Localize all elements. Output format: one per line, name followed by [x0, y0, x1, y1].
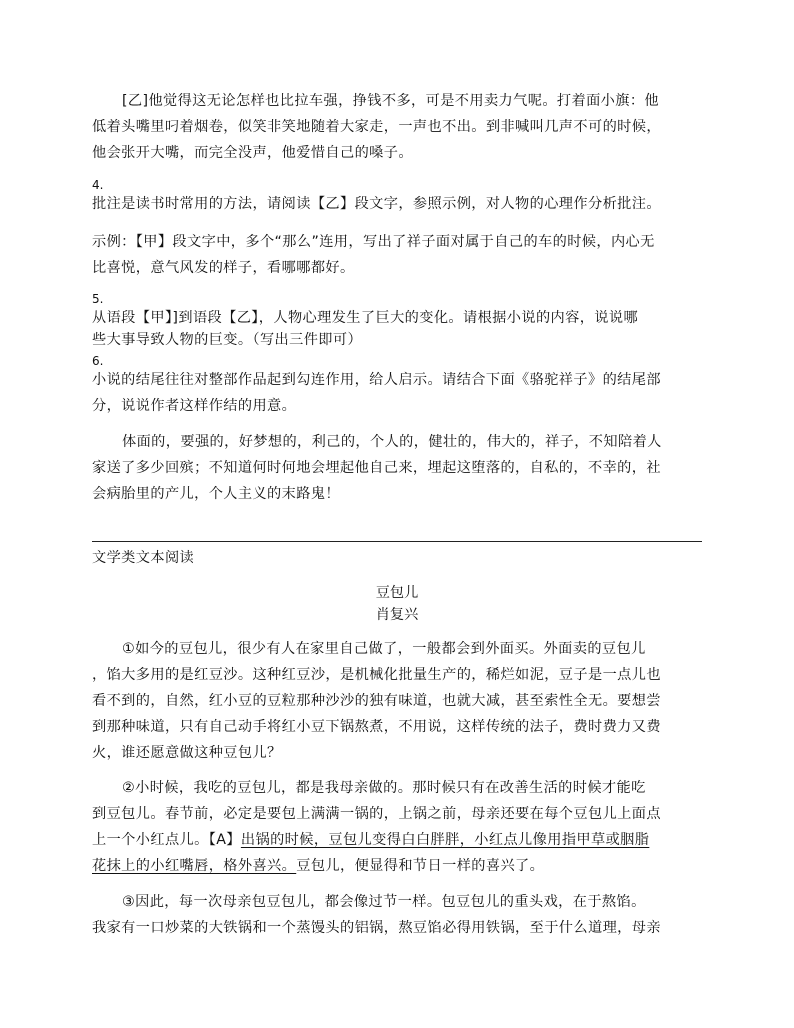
section-heading-text: 文学类文本阅读: [92, 550, 195, 566]
example-line: 比喜悦，意气风发的样子，看哪哪都好。: [92, 260, 355, 276]
article-author: 肖复兴: [375, 607, 419, 623]
paragraph-line: [92, 827, 702, 853]
quote-line: 体面的，要强的，好梦想的，利己的，个人的，健壮的，伟大的，祥子，不知陪着人: [122, 434, 662, 450]
paragraph-text: 豆包儿，便显得和节日一样的喜兴了。: [296, 858, 545, 874]
paragraph-line: 火，谁还愿意做这种豆包儿？: [92, 745, 282, 761]
paragraph-line: 到豆包儿。春节前，必定是要包上满满一锅的，上锅之前，母亲还要在每个豆包儿上面点: [92, 806, 661, 822]
example-line: 示例：【甲】段文字中，多个“那么”连用，写出了祥子面对属于自己的车的时候，内心无: [92, 234, 655, 250]
question-6-line: 小说的结尾往往对整部作品起到勾连作用，给人启示。请结合下面《骆驼祥子》的结尾部: [92, 372, 661, 388]
question-6-number: 6.: [92, 354, 104, 368]
paragraph-text: 上一个小红点儿。【A】: [92, 832, 241, 848]
paragraph-line: ③因此，每一次母亲包豆包儿，都会像过节一样。包豆包儿的重头戏，在于熬馅。: [122, 894, 646, 910]
question-5-text: [92, 305, 702, 353]
paragraph-line: 看不到的，自然，红小豆的豆粒那种沙沙的独有味道，也就大减，甚至索性全无。要想尝: [92, 693, 661, 709]
passage-yi: [92, 88, 702, 166]
section-heading: [92, 545, 702, 571]
question-4-prompt: [92, 191, 702, 217]
quote-line: 家送了多少回殡；不知道何时何地会埋起他自己来，埋起这堕落的，自私的，不幸的，社: [92, 460, 661, 476]
question-5-number: 5.: [92, 292, 104, 306]
paragraph-line: 到那种味道，只有自己动手将红小豆下锅熬煮，不用说，这样传统的法子，费时费力又费: [92, 719, 661, 735]
quote-line: 会病胎里的产儿，个人主义的末路鬼！: [92, 486, 340, 502]
paragraph-line: [92, 853, 702, 879]
paragraph-line: 我家有一口炒菜的大铁锅和一个蒸馒头的铝锅，熬豆馅必得用铁锅，至于什么道理，母亲: [92, 920, 661, 936]
paragraph-2: [92, 775, 702, 879]
question-5-line: 从语段【甲】]到语段【乙】，人物心理发生了巨大的变化。请根据小说的内容，说说哪: [92, 310, 639, 326]
novel-ending-quote: [92, 429, 702, 507]
underlined-sentence-a: 出锅的时候，豆包儿变得白白胖胖，小红点儿像用指甲草或胭脂: [240, 832, 650, 848]
question-4-example: [92, 229, 702, 281]
passage-yi-line: 低着头嘴里叼着烟卷，似笑非笑地随着大家走，一声也不出。到非喊叫几声不可的时候，: [92, 119, 661, 135]
question-6-text: [92, 367, 702, 419]
paragraph-1: [92, 636, 702, 766]
question-5-line: 些大事导致人物的巨变。（写出三件即可）: [92, 332, 363, 348]
paragraph-line: ①如今的豆包儿，很少有人在家里自己做了，一般都会到外面买。外面卖的豆包儿: [122, 641, 646, 657]
question-4-text: 批注是读书时常用的方法，请阅读【乙】段文字，参照示例，对人物的心理作分析批注。: [92, 196, 661, 212]
question-4-number: 4.: [92, 178, 104, 192]
underlined-sentence-a: 花抹上的小红嘴唇，格外喜兴。: [92, 858, 297, 874]
question-6-line: 分，说说作者这样作结的用意。: [92, 398, 297, 414]
section-divider: [92, 541, 702, 542]
paragraph-3: [92, 889, 702, 941]
article-title: 豆包儿: [375, 585, 419, 601]
paragraph-line: ②小时候，我吃的豆包儿，都是我母亲做的。那时候只有在改善生活的时候才能吃: [122, 780, 646, 796]
passage-yi-line: 他会张开大嘴，而完全没声，他爱惜自己的嗓子。: [92, 145, 413, 161]
paragraph-line: ，馅大多用的是红豆沙。这种红豆沙，是机械化批量生产的，稀烂如泥，豆子是一点儿也: [92, 667, 661, 683]
passage-yi-line: [乙]他觉得这无论怎样也比拉车强，挣钱不多，可是不用卖力气呢。打着面小旗：他: [122, 93, 660, 109]
